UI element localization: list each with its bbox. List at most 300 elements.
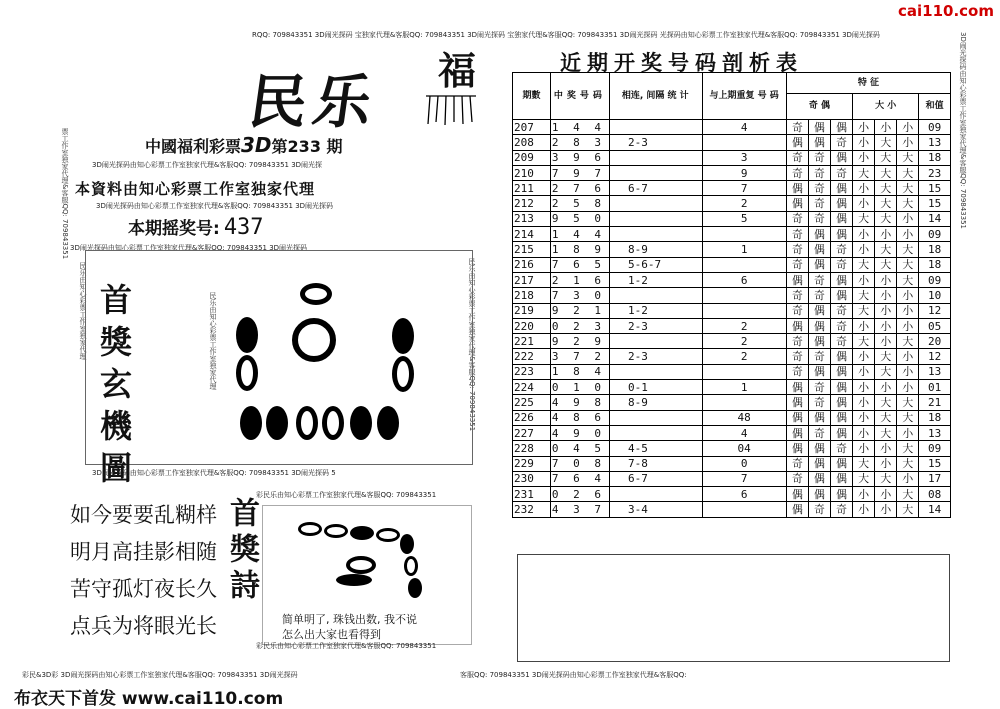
cell-issue: 222 — [513, 349, 551, 364]
cell-big-small: 小 — [875, 502, 897, 517]
cell-number: 3 7 2 — [550, 349, 609, 364]
cell-run — [609, 165, 702, 180]
cell-issue: 217 — [513, 272, 551, 287]
cell-number: 0 2 6 — [550, 487, 609, 502]
cell-big-small: 小 — [897, 303, 919, 318]
coin-icon — [292, 318, 336, 362]
history-table — [512, 72, 951, 518]
cell-sum: 13 — [919, 135, 951, 150]
cell-odd-even: 奇 — [786, 364, 808, 379]
cell-odd-even: 偶 — [786, 196, 808, 211]
cell-big-small: 大 — [897, 502, 919, 517]
cell-run: 8-9 — [609, 242, 702, 257]
table-row — [513, 288, 951, 303]
caption-line: 简单明了, 珠钱出数, 我不说 — [282, 613, 417, 626]
cell-odd-even: 奇 — [808, 196, 830, 211]
poem-title: 首獎詩 — [224, 497, 259, 605]
cell-sum: 13 — [919, 425, 951, 440]
cell-big-small: 小 — [853, 410, 875, 425]
cell-odd-even: 奇 — [786, 120, 808, 135]
cell-odd-even: 奇 — [786, 471, 808, 486]
side-text-left-inner2: 民乐由知心彩票工作室独家代理 — [209, 292, 217, 390]
cell-issue: 220 — [513, 318, 551, 333]
bottom-brand[interactable]: 布衣天下首发 www.cai110.com — [14, 689, 284, 709]
cell-run: 1-2 — [609, 272, 702, 287]
cell-big-small: 大 — [875, 181, 897, 196]
cell-odd-even: 偶 — [786, 395, 808, 410]
cell-sum: 09 — [919, 272, 951, 287]
cell-repeat — [702, 364, 786, 379]
small-line: 彩民&3D彩 3D闹光探码由知心彩票工作室独家代理&客服QQ: 709843351 3D闹光探码 — [22, 671, 298, 679]
cell-run: 7-8 — [609, 456, 702, 471]
cell-odd-even: 奇 — [786, 211, 808, 226]
cell-odd-even: 偶 — [830, 380, 852, 395]
cell-odd-even: 偶 — [830, 150, 852, 165]
cell-repeat: 6 — [702, 272, 786, 287]
cell-odd-even: 奇 — [808, 502, 830, 517]
cell-number: 7 0 8 — [550, 456, 609, 471]
cell-number: 2 5 8 — [550, 196, 609, 211]
bead-token — [377, 406, 399, 440]
cell-repeat: 2 — [702, 334, 786, 349]
cell-run — [609, 487, 702, 502]
cell-repeat: 7 — [702, 181, 786, 196]
table-row — [513, 471, 951, 486]
cell-run: 4-5 — [609, 441, 702, 456]
cell-issue: 226 — [513, 410, 551, 425]
cell-odd-even: 奇 — [808, 395, 830, 410]
cell-big-small: 大 — [853, 334, 875, 349]
cell-odd-even: 奇 — [830, 257, 852, 272]
cell-odd-even: 偶 — [830, 425, 852, 440]
cell-big-small: 大 — [875, 150, 897, 165]
tassel-icon — [420, 92, 482, 128]
cell-odd-even: 偶 — [808, 257, 830, 272]
cell-repeat — [702, 395, 786, 410]
cell-odd-even: 偶 — [830, 196, 852, 211]
cell-repeat — [702, 288, 786, 303]
cell-big-small: 大 — [853, 165, 875, 180]
cell-run — [609, 288, 702, 303]
cell-odd-even: 偶 — [786, 425, 808, 440]
poem-line: 点兵为将眼光长 — [70, 614, 217, 638]
draw-label: 本期摇奖号: — [128, 219, 220, 239]
cell-repeat — [702, 227, 786, 242]
cell-big-small: 小 — [853, 441, 875, 456]
cell-odd-even: 偶 — [786, 135, 808, 150]
cell-odd-even: 偶 — [808, 227, 830, 242]
cell-number: 7 6 4 — [550, 471, 609, 486]
cell-number: 4 9 0 — [550, 425, 609, 440]
cell-odd-even: 奇 — [830, 441, 852, 456]
cell-issue: 207 — [513, 120, 551, 135]
cell-odd-even: 偶 — [830, 349, 852, 364]
cell-number: 2 8 3 — [550, 135, 609, 150]
cell-sum: 21 — [919, 395, 951, 410]
cell-odd-even: 奇 — [808, 165, 830, 180]
cell-big-small: 小 — [853, 196, 875, 211]
cell-sum: 05 — [919, 318, 951, 333]
cell-issue: 230 — [513, 471, 551, 486]
cell-odd-even: 奇 — [830, 242, 852, 257]
cell-sum: 08 — [919, 487, 951, 502]
table-row — [513, 487, 951, 502]
cell-big-small: 小 — [897, 120, 919, 135]
cell-odd-even: 奇 — [808, 211, 830, 226]
cell-big-small: 大 — [875, 364, 897, 379]
cell-number: 1 8 9 — [550, 242, 609, 257]
cell-odd-even: 偶 — [808, 303, 830, 318]
cell-odd-even: 偶 — [808, 135, 830, 150]
bead-token — [266, 406, 288, 440]
cell-big-small: 大 — [875, 165, 897, 180]
cell-issue: 210 — [513, 165, 551, 180]
col-odd-even: 奇 偶 — [786, 94, 852, 120]
cell-odd-even: 偶 — [830, 288, 852, 303]
abacus-bead — [400, 534, 414, 554]
cell-big-small: 小 — [853, 135, 875, 150]
cell-big-small: 大 — [897, 150, 919, 165]
cell-odd-even: 偶 — [830, 395, 852, 410]
cell-repeat: 3 — [702, 150, 786, 165]
small-line: 3D闹光探码由知心彩票工作室独家代理&客服QQ: 709843351 3D闹光探码 5 — [92, 469, 336, 477]
col-big-small: 大 小 — [853, 94, 919, 120]
cell-number: 2 7 6 — [550, 181, 609, 196]
cell-odd-even: 偶 — [808, 487, 830, 502]
cell-number: 4 9 8 — [550, 395, 609, 410]
cell-run — [609, 227, 702, 242]
table-row — [513, 502, 951, 517]
cell-big-small: 大 — [853, 257, 875, 272]
caption-line: 怎么出大家也看得到 — [282, 628, 381, 641]
cell-number: 1 4 4 — [550, 227, 609, 242]
abacus-bead — [298, 522, 322, 536]
cell-odd-even: 偶 — [830, 211, 852, 226]
table-row — [513, 211, 951, 226]
cell-repeat — [702, 135, 786, 150]
cell-odd-even: 奇 — [830, 334, 852, 349]
cell-big-small: 小 — [875, 303, 897, 318]
cell-big-small: 小 — [875, 380, 897, 395]
cell-big-small: 小 — [897, 227, 919, 242]
cell-number: 7 6 5 — [550, 257, 609, 272]
cell-big-small: 小 — [875, 318, 897, 333]
table-row — [513, 441, 951, 456]
cell-sum: 15 — [919, 456, 951, 471]
cell-big-small: 小 — [853, 318, 875, 333]
cell-issue: 229 — [513, 456, 551, 471]
cell-odd-even: 偶 — [808, 334, 830, 349]
bead-token — [350, 406, 372, 440]
abacus-bead — [408, 578, 422, 598]
cell-sum: 12 — [919, 303, 951, 318]
cell-repeat: 0 — [702, 456, 786, 471]
cell-odd-even: 偶 — [786, 487, 808, 502]
cell-big-small: 大 — [853, 471, 875, 486]
cell-run: 1-2 — [609, 303, 702, 318]
bead-token — [240, 406, 262, 440]
table-row — [513, 349, 951, 364]
poem-line: 如今要要乱糊样 — [70, 503, 217, 527]
cell-odd-even: 奇 — [786, 456, 808, 471]
table-row — [513, 364, 951, 379]
cell-odd-even: 偶 — [830, 181, 852, 196]
table-row — [513, 135, 951, 150]
abacus-bead — [376, 528, 400, 542]
table-row — [513, 196, 951, 211]
cell-big-small: 大 — [875, 410, 897, 425]
cell-issue: 209 — [513, 150, 551, 165]
cell-issue: 215 — [513, 242, 551, 257]
cell-issue: 212 — [513, 196, 551, 211]
cell-sum: 09 — [919, 441, 951, 456]
cell-big-small: 大 — [897, 441, 919, 456]
cell-big-small: 小 — [897, 288, 919, 303]
abacus-bead — [350, 526, 374, 540]
cell-odd-even: 奇 — [786, 303, 808, 318]
table-row — [513, 380, 951, 395]
bead-ring — [322, 406, 344, 440]
small-line: 客服QQ: 709843351 3D闹光探码由知心彩票工作室独家代理&客服QQ: — [460, 671, 687, 679]
side-text-right: 3D闹光探码由知心彩票工作室独家代理&客服QQ: 709843351 — [959, 32, 967, 229]
table-row — [513, 242, 951, 257]
cell-big-small: 小 — [875, 456, 897, 471]
issue-prefix: 中國福利彩票 — [145, 137, 242, 156]
cell-repeat: 7 — [702, 471, 786, 486]
cell-run — [609, 150, 702, 165]
cell-sum: 12 — [919, 349, 951, 364]
cell-odd-even: 偶 — [808, 120, 830, 135]
cell-issue: 211 — [513, 181, 551, 196]
cell-odd-even: 偶 — [830, 364, 852, 379]
table-row — [513, 165, 951, 180]
cell-run — [609, 425, 702, 440]
bead-ring — [392, 356, 414, 392]
cell-repeat: 9 — [702, 165, 786, 180]
cell-big-small: 大 — [897, 242, 919, 257]
cell-big-small: 大 — [853, 303, 875, 318]
cell-issue: 231 — [513, 487, 551, 502]
cell-big-small: 小 — [875, 441, 897, 456]
cell-odd-even: 偶 — [808, 242, 830, 257]
cell-big-small: 小 — [897, 135, 919, 150]
table-row — [513, 227, 951, 242]
cell-run: 6-7 — [609, 471, 702, 486]
cell-number: 0 1 0 — [550, 380, 609, 395]
cell-big-small: 大 — [897, 165, 919, 180]
table-row — [513, 318, 951, 333]
small-line: 3D闹光探码由知心彩票工作室独家代理&客服QQ: 709843351 3D闹光探 — [92, 161, 323, 169]
table-row — [513, 120, 951, 135]
col-issue: 期數 — [513, 73, 551, 120]
cell-big-small: 小 — [875, 487, 897, 502]
cell-repeat — [702, 502, 786, 517]
side-text-right-inner: 民乐由知心彩票工作室独家代理&客服QQ: 709843351 — [468, 258, 476, 432]
cell-issue: 224 — [513, 380, 551, 395]
cell-sum: 01 — [919, 380, 951, 395]
cell-run: 6-7 — [609, 181, 702, 196]
cell-issue: 228 — [513, 441, 551, 456]
cell-big-small: 小 — [897, 425, 919, 440]
table-row — [513, 303, 951, 318]
cell-issue: 219 — [513, 303, 551, 318]
cell-number: 0 2 3 — [550, 318, 609, 333]
abacus-bar — [336, 574, 372, 586]
cell-odd-even: 偶 — [830, 227, 852, 242]
cell-sum: 15 — [919, 181, 951, 196]
cell-sum: 10 — [919, 288, 951, 303]
cell-big-small: 大 — [897, 410, 919, 425]
cell-odd-even: 偶 — [808, 471, 830, 486]
table-row — [513, 150, 951, 165]
cell-repeat: 6 — [702, 487, 786, 502]
cell-big-small: 小 — [875, 272, 897, 287]
cell-repeat — [702, 303, 786, 318]
cell-odd-even: 奇 — [786, 242, 808, 257]
cell-odd-even: 偶 — [786, 318, 808, 333]
cell-big-small: 小 — [853, 380, 875, 395]
poem-line: 明月高挂影相随 — [70, 540, 217, 564]
cell-odd-even: 偶 — [786, 181, 808, 196]
qq-banner-top: RQQ: 709843351 3D闹光探码 宝独家代理&客服QQ: 709843351 3D闹光探码 宝独家代理&客服QQ: 709843351 3D闹光探码 光探码由知心彩票工作室独家代理&客服QQ: 709843351 3D闹光探码 — [252, 31, 880, 39]
cell-big-small: 大 — [875, 242, 897, 257]
col-repeat: 与上期重复 号 码 — [702, 73, 786, 120]
cell-run: 2-3 — [609, 349, 702, 364]
cell-run — [609, 410, 702, 425]
cell-run — [609, 196, 702, 211]
cell-number: 9 2 9 — [550, 334, 609, 349]
cell-odd-even: 偶 — [830, 410, 852, 425]
cell-odd-even: 偶 — [808, 318, 830, 333]
cell-number: 9 5 0 — [550, 211, 609, 226]
cell-big-small: 大 — [875, 196, 897, 211]
cell-big-small: 小 — [853, 227, 875, 242]
cell-odd-even: 奇 — [808, 425, 830, 440]
cell-big-small: 大 — [875, 395, 897, 410]
cell-odd-even: 奇 — [830, 165, 852, 180]
site-logo[interactable]: cai110.com — [898, 2, 994, 20]
cell-big-small: 小 — [853, 242, 875, 257]
issue-line — [145, 133, 343, 157]
cell-sum: 18 — [919, 257, 951, 272]
cell-issue: 223 — [513, 364, 551, 379]
col-run: 相连, 间隔 统 计 — [609, 73, 702, 120]
cell-odd-even: 奇 — [808, 380, 830, 395]
cell-issue: 213 — [513, 211, 551, 226]
cell-repeat: 2 — [702, 196, 786, 211]
side-text-left-inner: 民乐由知心彩票工作室独家代理 — [79, 262, 87, 360]
cell-run: 3-4 — [609, 502, 702, 517]
cell-big-small: 大 — [897, 257, 919, 272]
cell-number: 3 9 6 — [550, 150, 609, 165]
cell-odd-even: 偶 — [808, 364, 830, 379]
cell-big-small: 小 — [875, 227, 897, 242]
notes-box — [517, 554, 950, 662]
cell-odd-even: 偶 — [786, 441, 808, 456]
small-line: 3D闹光探码由知心彩票工作室独家代理&客服QQ: 709843351 3D闹光探码 — [96, 202, 334, 210]
cell-big-small: 小 — [853, 425, 875, 440]
poem-line: 苦守孤灯夜长久 — [70, 577, 217, 601]
cell-big-small: 小 — [875, 120, 897, 135]
small-line: 彩民乐由知心彩票工作室独家代理&客服QQ: 709843351 — [256, 491, 437, 499]
cell-run — [609, 334, 702, 349]
cell-number: 4 3 7 — [550, 502, 609, 517]
cell-big-small: 大 — [853, 288, 875, 303]
cell-repeat: 1 — [702, 242, 786, 257]
cell-big-small: 大 — [875, 211, 897, 226]
cell-big-small: 大 — [853, 456, 875, 471]
cell-odd-even: 偶 — [830, 487, 852, 502]
table-row — [513, 425, 951, 440]
cell-big-small: 大 — [897, 196, 919, 211]
brand-title: 民乐 — [244, 68, 383, 136]
col-feature: 特 征 — [786, 73, 950, 94]
cell-sum: 18 — [919, 410, 951, 425]
cell-big-small: 大 — [875, 135, 897, 150]
cell-repeat: 04 — [702, 441, 786, 456]
table-title: 近期开奖号码剖析表 — [560, 50, 803, 75]
cell-run: 2-3 — [609, 318, 702, 333]
issue-number: 第233 期 — [271, 137, 343, 156]
cell-odd-even: 奇 — [830, 135, 852, 150]
cap-icon — [300, 283, 332, 305]
cell-big-small: 大 — [875, 471, 897, 486]
cell-big-small: 小 — [897, 211, 919, 226]
cell-issue: 208 — [513, 135, 551, 150]
cell-run: 5-6-7 — [609, 257, 702, 272]
cell-odd-even: 奇 — [786, 227, 808, 242]
cell-sum: 13 — [919, 364, 951, 379]
cell-big-small: 小 — [853, 502, 875, 517]
puzzle-title: 首獎玄機圖 — [95, 283, 133, 493]
cell-odd-even: 偶 — [830, 456, 852, 471]
cell-sum: 20 — [919, 334, 951, 349]
cell-big-small: 小 — [897, 349, 919, 364]
small-line: 彩民乐由知心彩票工作室独家代理&客服QQ: 709843351 — [256, 642, 437, 650]
cell-sum: 18 — [919, 150, 951, 165]
cell-run: 8-9 — [609, 395, 702, 410]
cell-big-small: 大 — [897, 181, 919, 196]
cell-run — [609, 364, 702, 379]
cell-odd-even: 奇 — [808, 349, 830, 364]
cell-odd-even: 奇 — [830, 303, 852, 318]
cell-odd-even: 奇 — [830, 318, 852, 333]
cell-odd-even: 奇 — [830, 502, 852, 517]
col-sum: 和值 — [919, 94, 951, 120]
cell-odd-even: 偶 — [830, 272, 852, 287]
cell-number: 9 2 1 — [550, 303, 609, 318]
abacus-coin — [346, 556, 376, 574]
cell-big-small: 大 — [875, 349, 897, 364]
agent-banner: 本資料由知心彩票工作室独家代理 — [75, 180, 316, 198]
bead-token — [392, 318, 414, 354]
cell-big-small: 小 — [853, 364, 875, 379]
cell-odd-even: 奇 — [786, 150, 808, 165]
cell-big-small: 小 — [853, 487, 875, 502]
cell-sum: 09 — [919, 227, 951, 242]
cell-big-small: 大 — [897, 272, 919, 287]
cell-odd-even: 奇 — [786, 165, 808, 180]
cell-sum: 09 — [919, 120, 951, 135]
cell-odd-even: 偶 — [786, 410, 808, 425]
cell-big-small: 小 — [853, 150, 875, 165]
cell-big-small: 小 — [853, 395, 875, 410]
cell-big-small: 小 — [897, 364, 919, 379]
table-row — [513, 272, 951, 287]
cell-odd-even: 奇 — [808, 181, 830, 196]
small-line: 3D闹光探码由知心彩票工作室独家代理&客服QQ: 709843351 3D闹光探码 — [70, 244, 308, 252]
cell-repeat: 4 — [702, 120, 786, 135]
